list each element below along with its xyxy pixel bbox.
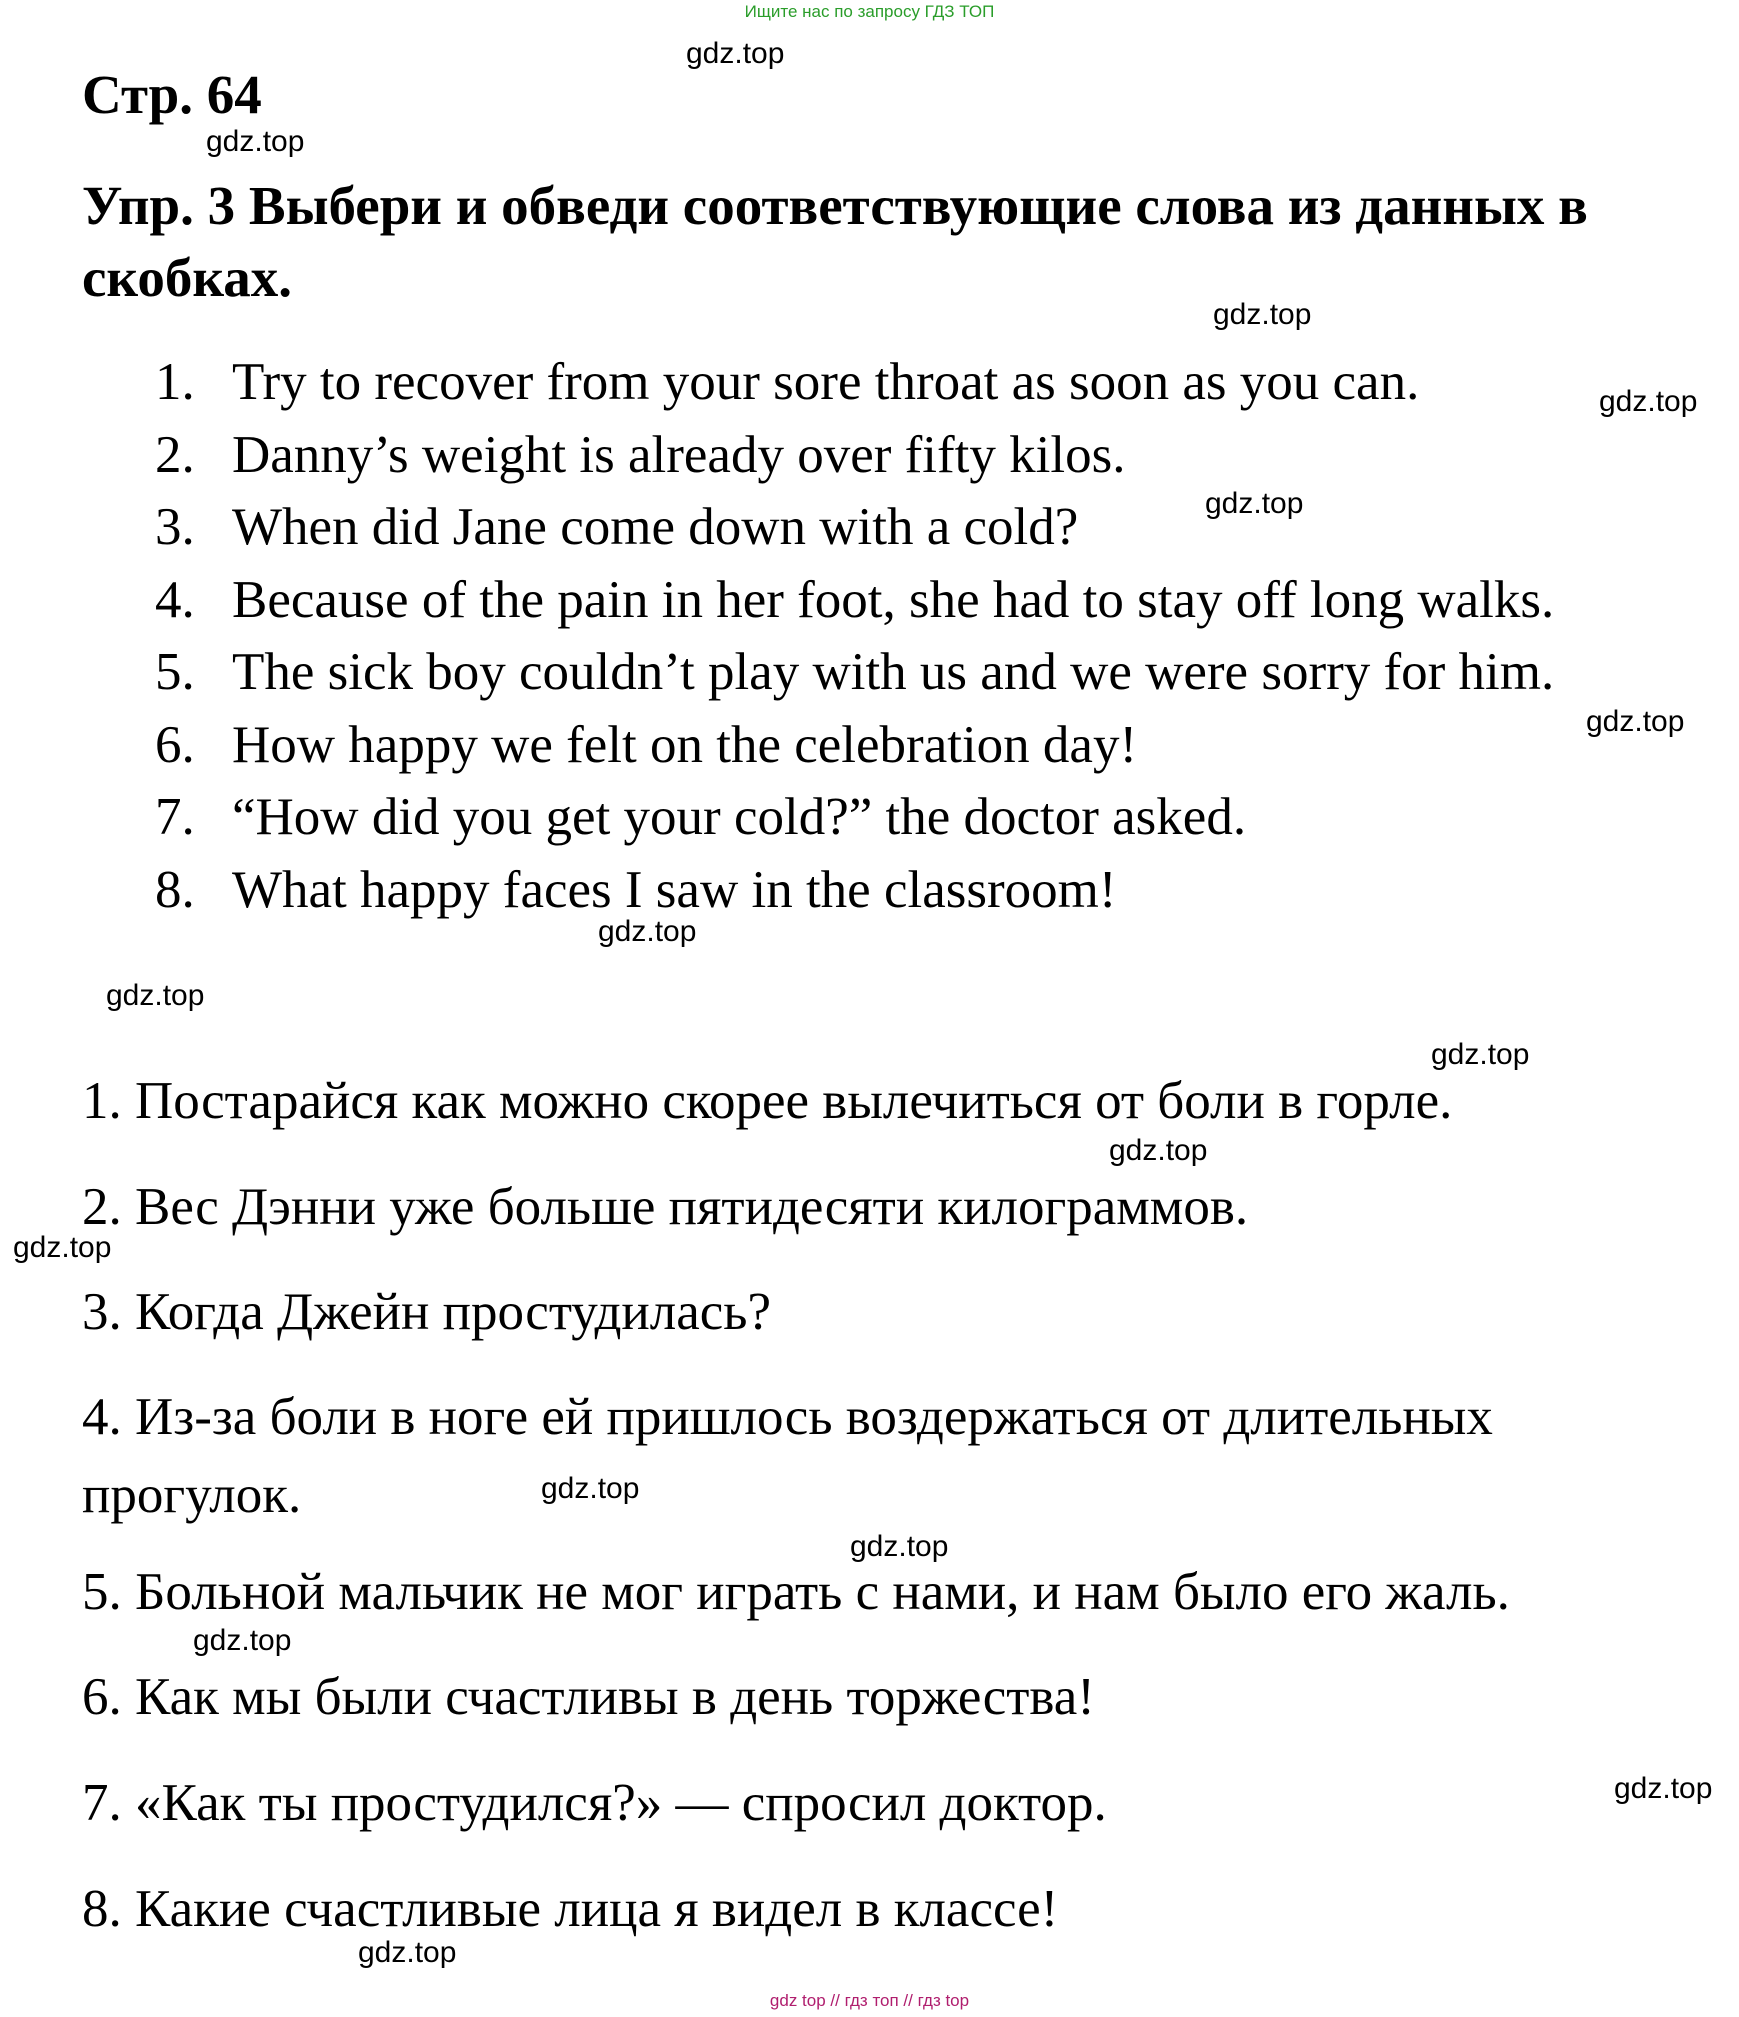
task-title: Упр. 3 Выбери и обведи соответствующие слова из данных в скобках.: [82, 175, 1588, 308]
russian-translation: 5. Больной мальчик не мог играть с нами, и нам было его жаль.: [82, 1563, 1510, 1621]
english-sentence: [0, 781, 1739, 854]
watermark: gdz.top: [850, 1530, 949, 1563]
sentence-text: What happy faces I saw in the classroom!: [232, 860, 1117, 919]
english-sentence: [0, 491, 1739, 564]
sentence-text: Because of the pain in her foot, she had to stay off long walks.: [232, 570, 1555, 629]
sentence-text: Try to recover from your sore throat as soon as you can.: [232, 353, 1420, 411]
watermark: gdz.top: [1109, 1134, 1208, 1167]
watermark: gdz.top: [206, 125, 305, 158]
watermark: gdz.top: [13, 1231, 112, 1264]
russian-translation: 4. Из-за боли в ноге ей пришлось воздержаться от длительных прогулок.: [82, 1388, 1493, 1524]
sentence-text: Danny’s weight is already over fifty kilos.: [232, 425, 1126, 484]
watermark: gdz.top: [1205, 487, 1304, 520]
watermark: gdz.top: [541, 1472, 640, 1505]
watermark: gdz.top: [598, 915, 697, 948]
watermark: gdz.top: [686, 37, 785, 70]
watermark: gdz.top: [1431, 1038, 1530, 1071]
sentence-number: 7.: [155, 788, 195, 846]
english-sentence: [0, 346, 1739, 419]
sentence-number: 4.: [155, 570, 195, 629]
sentence-text: The sick boy couldn’t play with us and we were sorry for him.: [232, 643, 1555, 701]
english-sentence: [0, 564, 1739, 637]
english-sentence: [0, 419, 1739, 492]
russian-translation: 1. Постарайся как можно скорее вылечиться от боли в горле.: [82, 1072, 1453, 1130]
page-title: Стр. 64: [82, 64, 262, 125]
english-sentence-list: [0, 346, 1739, 926]
russian-translation: 6. Как мы были счастливы в день торжества!: [82, 1668, 1095, 1726]
sentence-number: 2.: [155, 425, 195, 484]
english-sentence: [0, 854, 1739, 927]
english-sentence: [0, 709, 1739, 782]
russian-translation: 3. Когда Джейн простудилась?: [82, 1283, 771, 1341]
watermark: gdz.top: [1586, 705, 1685, 738]
sentence-number: 6.: [155, 715, 195, 774]
sentence-number: 8.: [155, 860, 195, 919]
watermark: gdz.top: [1599, 385, 1698, 418]
russian-translation: 2. Вес Дэнни уже больше пятидесяти килограммов.: [82, 1178, 1249, 1236]
sentence-text: When did Jane come down with a cold?: [232, 498, 1079, 556]
sentence-number: 5.: [155, 643, 195, 701]
watermark: gdz.top: [193, 1624, 292, 1657]
top-banner: Ищите нас по запросу ГДЗ ТОП: [744, 2, 995, 21]
watermark: gdz.top: [1614, 1772, 1713, 1805]
sentence-text: “How did you get your cold?” the doctor asked.: [232, 788, 1247, 846]
bottom-banner: gdz top // гдз топ // гдз top: [769, 1991, 970, 2010]
sentence-number: 3.: [155, 498, 195, 556]
sentence-number: 1.: [155, 353, 195, 411]
russian-translation: 8. Какие счастливые лица я видел в классе!: [82, 1880, 1059, 1938]
watermark: gdz.top: [1213, 298, 1312, 331]
english-sentence: [0, 636, 1739, 709]
sentence-text: How happy we felt on the celebration day!: [232, 715, 1138, 774]
russian-translation: 7. «Как ты простудился?» — спросил доктор.: [82, 1774, 1107, 1832]
watermark: gdz.top: [358, 1936, 457, 1969]
watermark: gdz.top: [106, 979, 205, 1012]
